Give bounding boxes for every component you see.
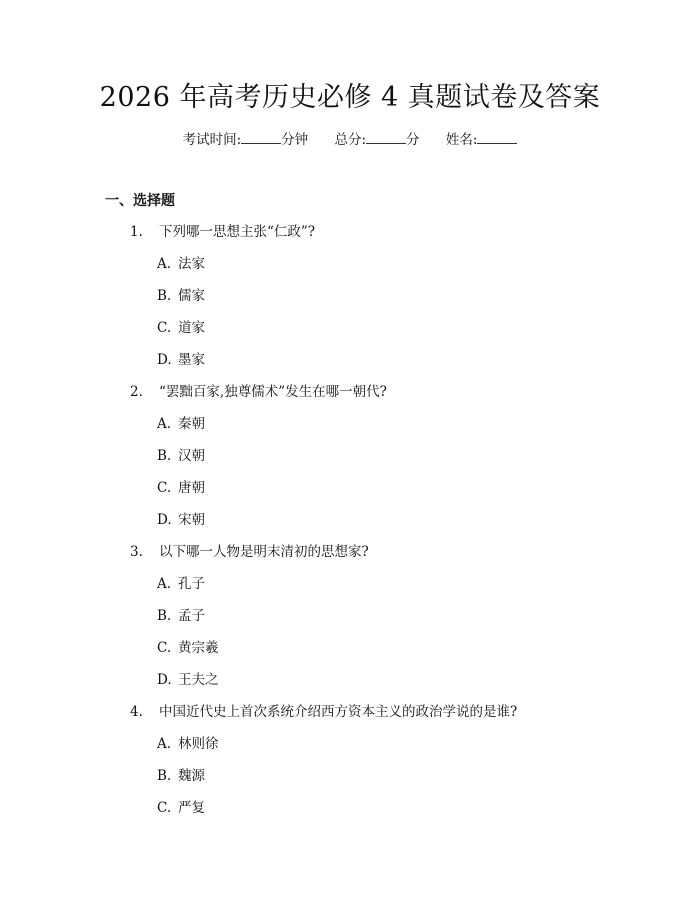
question-number: 4.	[130, 704, 143, 720]
option-letter: C.	[157, 320, 172, 336]
total-score-label: 总分:	[334, 132, 367, 148]
question-4-option-c	[157, 798, 205, 818]
question-number: 3.	[130, 544, 143, 560]
question-2-option-d	[157, 510, 205, 530]
question-1-option-d	[157, 350, 205, 370]
option-text: 王夫之	[178, 672, 219, 688]
question-4-option-b	[157, 766, 205, 786]
question-4-option-a	[157, 734, 219, 754]
option-letter: B.	[157, 448, 172, 464]
option-text: 宋朝	[178, 512, 205, 528]
option-letter: B.	[157, 288, 172, 304]
option-letter: A.	[157, 416, 172, 432]
option-text: 秦朝	[178, 416, 205, 432]
question-1	[130, 222, 315, 242]
question-number: 1.	[130, 224, 143, 240]
option-letter: D.	[157, 512, 172, 528]
option-text: 黄宗羲	[178, 640, 219, 656]
option-text: 儒家	[178, 288, 205, 304]
option-letter: A.	[157, 576, 172, 592]
question-3-option-c	[157, 638, 219, 658]
total-score-blank	[366, 130, 406, 144]
student-name-field	[446, 130, 518, 150]
option-text: 墨家	[178, 352, 205, 368]
option-letter: D.	[157, 352, 172, 368]
question-2-option-a	[157, 414, 205, 434]
question-3	[130, 542, 369, 562]
option-text: 孔子	[178, 576, 205, 592]
option-text: 魏源	[178, 768, 205, 784]
question-1-option-b	[157, 286, 205, 306]
question-text: 中国近代史上首次系统介绍西方资本主义的政治学说的是谁?	[159, 704, 518, 720]
question-text: “罢黜百家,独尊儒术”发生在哪一朝代?	[159, 384, 387, 400]
option-letter: C.	[157, 800, 172, 816]
question-4	[130, 702, 517, 722]
student-name-label: 姓名:	[445, 132, 478, 148]
option-letter: B.	[157, 768, 172, 784]
question-3-option-d	[157, 670, 219, 690]
option-letter: A.	[157, 736, 172, 752]
exam-info-line	[0, 130, 700, 150]
option-letter: D.	[157, 672, 172, 688]
question-2	[130, 382, 387, 402]
question-3-option-b	[157, 606, 205, 626]
total-score-unit: 分	[406, 132, 420, 148]
option-text: 孟子	[178, 608, 205, 624]
option-letter: C.	[157, 480, 172, 496]
option-letter: C.	[157, 640, 172, 656]
option-text: 汉朝	[178, 448, 205, 464]
option-text: 法家	[178, 256, 205, 272]
question-1-option-a	[157, 254, 205, 274]
question-2-option-b	[157, 446, 205, 466]
question-number: 2.	[130, 384, 143, 400]
option-text: 严复	[178, 800, 205, 816]
option-letter: B.	[157, 608, 172, 624]
option-text: 唐朝	[178, 480, 205, 496]
total-score-field	[334, 130, 419, 150]
question-text: 以下哪一人物是明末清初的思想家?	[159, 544, 369, 560]
question-1-option-c	[157, 318, 205, 338]
exam-time-field	[183, 130, 309, 150]
option-text: 林则徐	[178, 736, 219, 752]
student-name-blank	[477, 130, 517, 144]
option-text: 道家	[178, 320, 205, 336]
question-2-option-c	[157, 478, 205, 498]
question-3-option-a	[157, 574, 205, 594]
exam-time-blank	[241, 130, 281, 144]
question-text: 下列哪一思想主张“仁政”?	[159, 224, 316, 240]
exam-time-label: 考试时间:	[182, 132, 242, 148]
option-letter: A.	[157, 256, 172, 272]
section-title: 一、选择题	[105, 193, 175, 209]
exam-time-unit: 分钟	[281, 132, 309, 148]
page-title: 2026 年高考历史必修 4 真题试卷及答案	[99, 82, 601, 113]
